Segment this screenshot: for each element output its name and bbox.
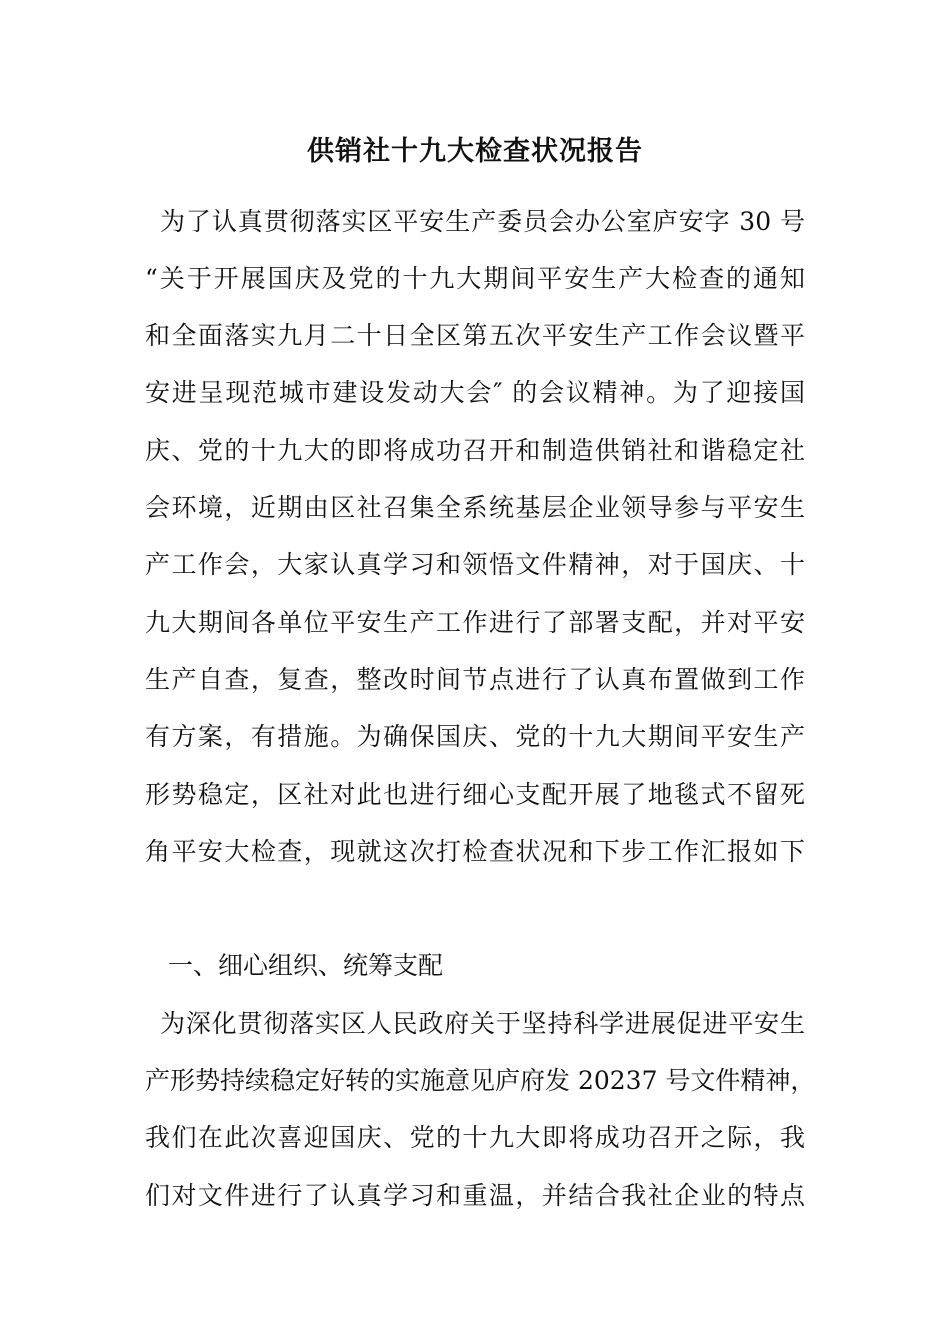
paragraph-line: 和全面落实九月二十日全区第五次平安生产工作会议暨平 — [145, 321, 805, 350]
paragraph-line: 生产自查，复查，整改时间节点进行了认真布置做到工作 — [145, 665, 805, 694]
paragraph-line: 庆、党的十九大的即将成功召开和制造供销社和谐稳定社 — [145, 436, 805, 465]
paragraph-line: 形势稳定，区社对此也进行细心支配开展了地毯式不留死 — [145, 780, 805, 809]
paragraph-line: “关于开展国庆及党的十九大期间平安生产大检查的通知 — [145, 264, 805, 293]
paragraph-line: 产形势持续稳定好转的实施意见庐府发 20237 号文件精神， — [145, 1066, 816, 1095]
paragraph-line: 我们在此次喜迎国庆、党的十九大即将成功召开之际，我 — [145, 1123, 805, 1152]
section-heading: 一、细心组织、统筹支配 — [168, 951, 444, 980]
paragraph-line: 安进呈现范城市建设发动大会″ 的会议精神。为了迎接国 — [145, 378, 805, 407]
paragraph-line: 角平安大检查，现就这次打检查状况和下步工作汇报如下 — [145, 837, 805, 866]
paragraph-line: 为了认真贯彻落实区平安生产委员会办公室庐安字 30 号 — [160, 207, 805, 236]
paragraph-line: 为深化贯彻落实区人民政府关于坚持科学进展促进平安生 — [160, 1009, 805, 1038]
paragraph-line: 有方案，有措施。为确保国庆、党的十九大期间平安生产 — [145, 722, 805, 751]
paragraph-line: 产工作会，大家认真学习和领悟文件精神，对于国庆、十 — [145, 550, 805, 579]
paragraph-line: 们对文件进行了认真学习和重温，并结合我社企业的特点 — [145, 1181, 805, 1210]
paragraph-line: 九大期间各单位平安生产工作进行了部署支配，并对平安 — [145, 608, 805, 637]
paragraph-line: 会环境，近期由区社召集全系统基层企业领导参与平安生 — [145, 493, 805, 522]
document-title: 供销社十九大检查状况报告 — [307, 136, 643, 167]
